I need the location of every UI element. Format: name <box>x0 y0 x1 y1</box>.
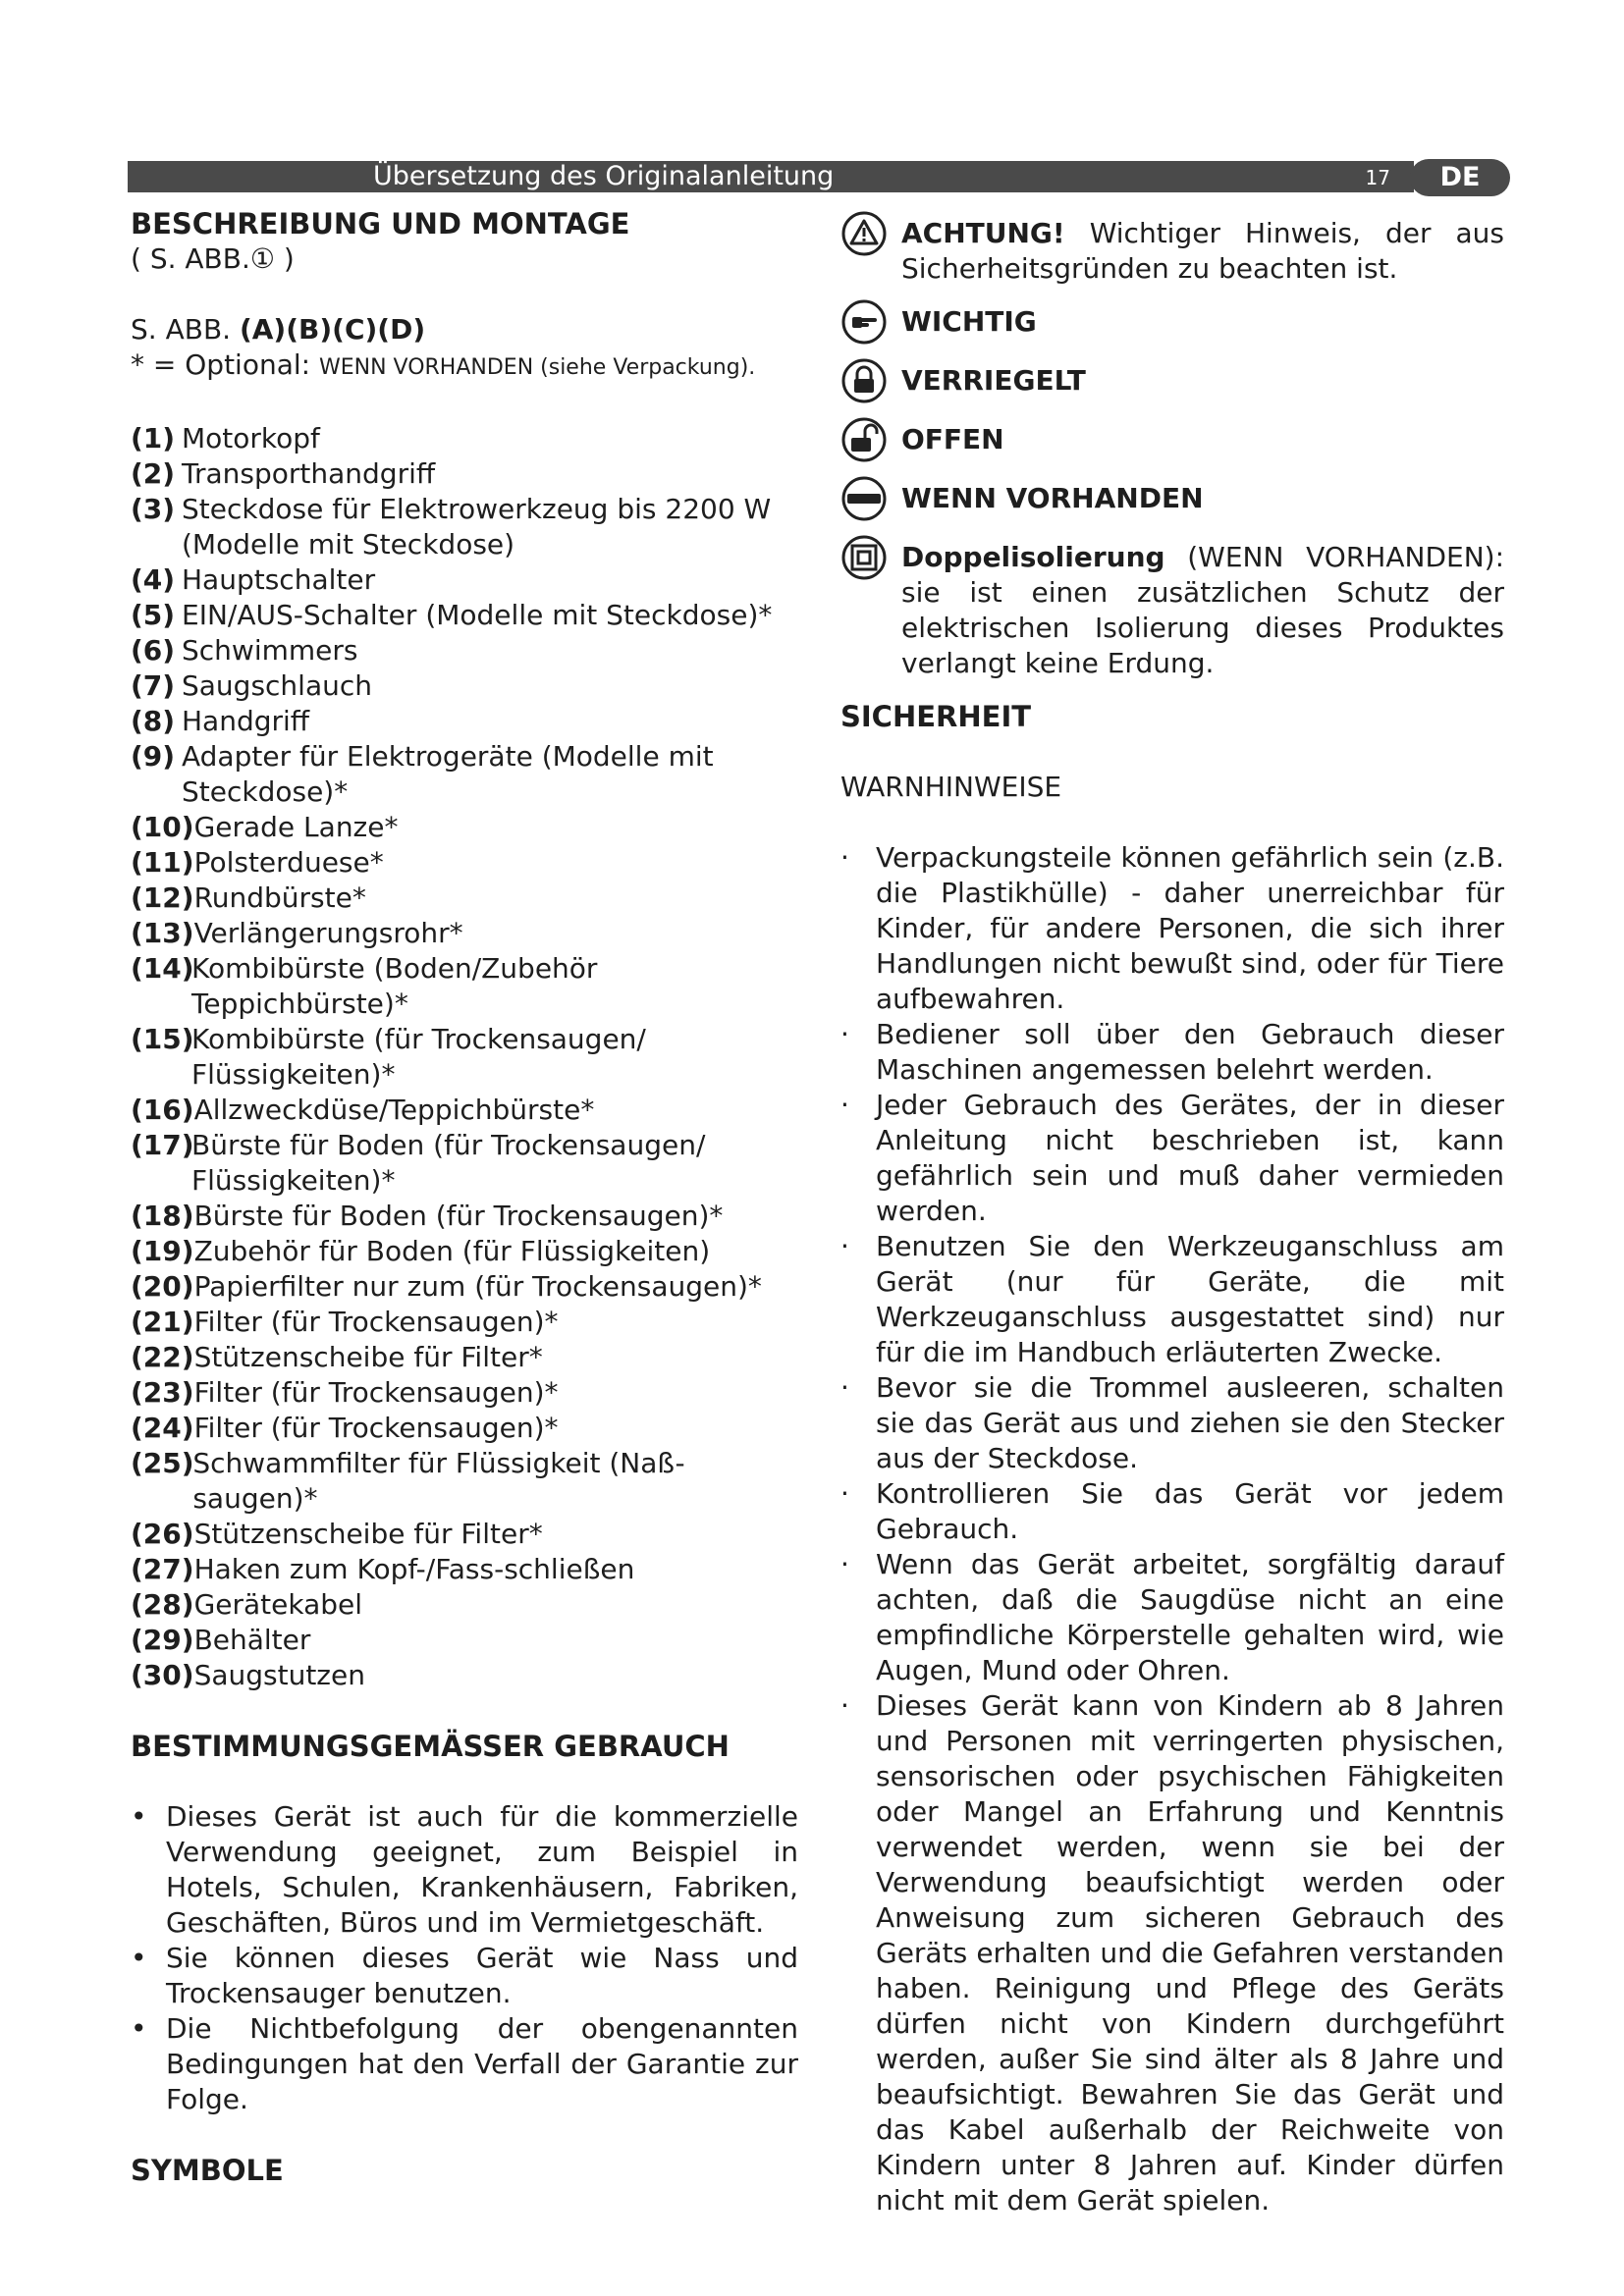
list-item <box>131 845 798 881</box>
list-item <box>131 1128 798 1199</box>
figure-ref-prefix: S. ABB. <box>131 313 240 346</box>
list-item <box>131 1375 798 1411</box>
parts-list <box>131 421 798 1693</box>
list-item <box>131 881 798 916</box>
symbol-description: Wichtiger Hinweis, der aus Sicherheitsgründen zu beachten ist. <box>901 217 1504 285</box>
warning-item <box>840 1088 1504 1229</box>
item-number: (3) <box>131 493 176 525</box>
section-title-safety: SICHERHEIT <box>840 700 1032 733</box>
item-text: Gerätekabel <box>193 1588 363 1621</box>
list-item <box>131 1446 798 1517</box>
warning-text: Verpackungsteile können gefährlich sein (z.B. die Plastikhülle) - daher unerreichbar für Kinder, für andere Personen, die sich ihrer Handlungen nicht bewußt sind, oder für Tiere aufbewahren. <box>876 841 1504 1015</box>
figure-ref-letters: (A)(B)(C)(D) <box>239 313 426 346</box>
item-number: (24) <box>131 1412 194 1444</box>
item-text: EIN/AUS-Schalter (Modelle mit Steckdose)* <box>182 599 773 631</box>
list-item <box>131 492 798 562</box>
bullet-text: Dieses Gerät ist auch für die kommerzielle Verwendung geeignet, zum Beispiel in Hotels, Schulen, Krankenhäusern, Fabriken, Geschäften, Büros und im Vermietgeschäft. <box>166 1800 798 1939</box>
bullet-dot: • <box>131 2012 147 2045</box>
item-number: (1) <box>131 422 176 454</box>
symbol-text <box>901 216 1504 287</box>
item-number: (25) <box>131 1447 194 1479</box>
item-number: (15) <box>131 1023 194 1055</box>
item-number: (7) <box>131 669 176 702</box>
item-text: Haken zum Kopf-/Fass-schließen <box>193 1553 635 1585</box>
warning-text: Wenn das Gerät arbeitet, sorgfältig darauf achten, daß die Saugdüse nicht an eine empfindliche Körperstelle gehalten wird, wie Augen, Mund oder Ohren. <box>876 1548 1504 1686</box>
symbol-label: WICHTIG <box>901 305 1037 338</box>
item-number: (10) <box>131 811 194 843</box>
symbol-label: Doppelisolierung <box>901 541 1165 573</box>
bullet-dot: · <box>840 1089 849 1121</box>
warning-text: Jeder Gebrauch des Gerätes, der in dieser Anleitung nicht beschrieben ist, kann gefährlich sein und muß daher vermieden werden. <box>876 1089 1504 1227</box>
item-number: (17) <box>131 1129 194 1161</box>
item-text: Rundbürste* <box>193 881 366 914</box>
item-text: Polsterduese* <box>193 846 384 879</box>
item-text: Papierfilter nur zum (für Trockensaugen)* <box>193 1270 762 1303</box>
item-number: (18) <box>131 1200 194 1232</box>
symbol-row <box>840 422 1504 463</box>
list-item <box>131 739 798 810</box>
bullet-dot: · <box>840 1371 849 1404</box>
warning-list <box>840 840 1504 2218</box>
list-item <box>131 951 798 1022</box>
item-text: Filter (für Trockensaugen)* <box>193 1306 559 1338</box>
list-item <box>131 916 798 951</box>
list-item <box>131 1199 798 1234</box>
warning-text: Dieses Gerät kann von Kindern ab 8 Jahren und Personen mit verringerten physischen, sensorischen oder psychischen Fähigkeiten oder Mangel an Erfahrung und Kenntnis verwendet werden, wenn sie bei der Verwendung beaufsichtigt werden oder Anweisung zum sicheren Gebrauch des Geräts erhalten und die Gefahren verstanden haben. Reinigung und Pflege des Geräts dürfen nicht von Kindern durchgeführt werden, außer Sie sind älter als 8 Jahre und beaufsichtigt. Bewahren Sie das Gerät und das Kabel außerhalb der Reichweite von Kindern unter 8 Jahren auf. Kinder dürfen nicht mit dem Gerät spielen. <box>876 1689 1504 2216</box>
item-text: Allzweckdüse/Teppichbürste* <box>193 1094 595 1126</box>
right-column <box>840 216 1504 2218</box>
item-number: (30) <box>131 1659 194 1691</box>
symbol-text <box>901 540 1504 681</box>
item-number: (12) <box>131 881 194 914</box>
item-text: Saugstutzen <box>193 1659 365 1691</box>
bullet-text: Die Nichtbefolgung der obengenannten Bedingungen hat den Verfall der Garantie zur Folge. <box>166 2012 798 2115</box>
symbol-row <box>840 540 1504 681</box>
item-number: (5) <box>131 599 176 631</box>
item-number: (21) <box>131 1306 194 1338</box>
symbol-text <box>901 363 1504 399</box>
warning-text: Kontrollieren Sie das Gerät vor jedem Gebrauch. <box>876 1477 1504 1545</box>
item-number: (27) <box>131 1553 194 1585</box>
list-item <box>131 1411 798 1446</box>
list-item <box>131 1623 798 1658</box>
list-item <box>131 598 798 633</box>
left-column <box>131 206 798 2188</box>
list-item <box>131 562 798 598</box>
page-number: 17 <box>1365 166 1390 189</box>
item-text: Zubehör für Boden (für Flüssigkeiten) <box>193 1235 711 1267</box>
warning-text: Bevor sie die Trommel ausleeren, schalten sie das Gerät aus und ziehen sie den Stecker aus der Steckdose. <box>876 1371 1504 1474</box>
double-insulation-icon <box>840 534 888 581</box>
bullet-dot: • <box>131 1800 147 1833</box>
item-number: (8) <box>131 705 176 737</box>
warning-item <box>840 1688 1504 2218</box>
list-item <box>131 456 798 492</box>
bullet-text: Sie können dieses Gerät wie Nass und Trockensauger benutzen. <box>166 1942 798 2009</box>
bullet-dot: · <box>840 1548 849 1580</box>
warning-item <box>840 1370 1504 1476</box>
warning-item <box>840 1547 1504 1688</box>
optional-prefix: * = Optional: <box>131 348 319 381</box>
figure-reference <box>131 312 798 347</box>
item-text: Steckdose für Elektrowerkzeug bis 2200 W (Modelle mit Steckdose) <box>182 493 772 561</box>
symbol-text <box>901 304 1504 340</box>
unlocked-icon <box>840 416 888 463</box>
list-item <box>131 1658 798 1693</box>
item-number: (2) <box>131 457 176 490</box>
warnings-title: WARNHINWEISE <box>840 771 1062 803</box>
item-number: (28) <box>131 1588 194 1621</box>
list-item <box>131 633 798 668</box>
header-bar <box>128 161 1414 192</box>
list-item <box>131 1093 798 1128</box>
symbol-text <box>901 481 1504 516</box>
list-item <box>131 1340 798 1375</box>
warning-item <box>840 840 1504 1017</box>
bullet-dot: · <box>840 1018 849 1050</box>
optional-text: WENN VORHANDEN (siehe Verpackung). <box>318 355 756 380</box>
warning-item <box>840 1017 1504 1088</box>
header-title: Übersetzung des Originalanleitung <box>373 161 835 191</box>
item-text: Motorkopf <box>182 422 320 454</box>
section-figure-ref: ( S. ABB.① ) <box>131 242 295 275</box>
item-number: (11) <box>131 846 194 879</box>
item-text: Hauptschalter <box>182 563 376 596</box>
item-number: (16) <box>131 1094 194 1126</box>
list-item <box>131 1234 798 1269</box>
pointing-hand-icon <box>840 298 888 346</box>
symbol-row <box>840 304 1504 346</box>
item-text: Verlängerungsrohr* <box>193 917 463 949</box>
optional-note <box>131 347 798 386</box>
list-item <box>131 1552 798 1587</box>
item-text: Bürste für Boden (für Trockensaugen)* <box>193 1200 724 1232</box>
usage-bullet <box>131 1941 798 2011</box>
item-text: Stützenscheibe für Filter* <box>193 1518 543 1550</box>
list-item <box>131 1269 798 1305</box>
warning-text: Benutzen Sie den Werkzeuganschluss am Gerät (nur für Geräte, die mit Werkzeuganschluss ausgestattet sind) nur für die im Handbuch erläuterten Zwecke. <box>876 1230 1504 1368</box>
usage-bullet <box>131 2011 798 2117</box>
item-text: Transporthandgriff <box>182 457 436 490</box>
item-text: Gerade Lanze* <box>193 811 399 843</box>
section-title-description: BESCHREIBUNG UND MONTAGE <box>131 207 630 240</box>
item-text: Stützenscheibe für Filter* <box>193 1341 543 1373</box>
symbol-text <box>901 422 1504 457</box>
symbol-row <box>840 216 1504 287</box>
symbol-row <box>840 481 1504 522</box>
list-item <box>131 668 798 704</box>
language-badge: DE <box>1410 159 1510 196</box>
bullet-dot: · <box>840 1230 849 1262</box>
list-item <box>131 1587 798 1623</box>
item-number: (19) <box>131 1235 194 1267</box>
symbol-list <box>840 216 1504 681</box>
section-title-usage: BESTIMMUNGSGEMÄSSER GEBRAUCH <box>131 1730 730 1763</box>
item-number: (29) <box>131 1624 194 1656</box>
item-text: Schwammfilter für Flüssigkeit (Naß-saugen)* <box>192 1447 685 1515</box>
locked-icon <box>840 357 888 404</box>
symbol-label: OFFEN <box>901 423 1004 455</box>
symbol-description: (WENN VORHANDEN): sie ist einen zusätzlichen Schutz der elektrischen Isolierung dieses Produktes verlangt keine Erdung. <box>901 541 1504 679</box>
warning-item <box>840 1229 1504 1370</box>
item-number: (14) <box>131 952 194 985</box>
item-text: Handgriff <box>182 705 310 737</box>
bullet-dot: • <box>131 1942 147 1974</box>
symbol-label: WENN VORHANDEN <box>901 482 1204 514</box>
warning-item <box>840 1476 1504 1547</box>
usage-bullet <box>131 1799 798 1941</box>
section-title-symbols: SYMBOLE <box>131 2154 284 2187</box>
item-text: Kombibürste (Boden/Zubehör Teppichbürste)* <box>191 952 598 1020</box>
item-text: Adapter für Elektrogeräte (Modelle mit Steckdose)* <box>182 740 714 808</box>
list-item <box>131 1517 798 1552</box>
item-text: Filter (für Trockensaugen)* <box>193 1412 559 1444</box>
item-number: (20) <box>131 1270 194 1303</box>
list-item <box>131 810 798 845</box>
usage-list <box>131 1799 798 2117</box>
bullet-dot: · <box>840 1689 849 1722</box>
list-item <box>131 1305 798 1340</box>
item-text: Kombibürste (für Trockensaugen/ Flüssigkeiten)* <box>191 1023 646 1091</box>
item-text: Bürste für Boden (für Trockensaugen/ Flüssigkeiten)* <box>191 1129 706 1197</box>
list-item <box>131 421 798 456</box>
bullet-dot: · <box>840 1477 849 1510</box>
item-number: (13) <box>131 917 194 949</box>
item-number: (23) <box>131 1376 194 1409</box>
item-number: (26) <box>131 1518 194 1550</box>
item-text: Behälter <box>193 1624 311 1656</box>
optional-icon <box>840 475 888 522</box>
symbol-row <box>840 363 1504 404</box>
bullet-dot: · <box>840 841 849 874</box>
item-number: (6) <box>131 634 176 667</box>
item-number: (9) <box>131 740 176 773</box>
warning-text: Bediener soll über den Gebrauch dieser Maschinen angemessen belehrt werden. <box>876 1018 1504 1086</box>
item-number: (4) <box>131 563 176 596</box>
item-text: Saugschlauch <box>182 669 373 702</box>
symbol-label: VERRIEGELT <box>901 364 1086 397</box>
item-number: (22) <box>131 1341 194 1373</box>
list-item <box>131 704 798 739</box>
item-text: Filter (für Trockensaugen)* <box>193 1376 559 1409</box>
symbol-label: ACHTUNG! <box>901 217 1065 249</box>
list-item <box>131 1022 798 1093</box>
item-text: Schwimmers <box>182 634 358 667</box>
warning-icon <box>840 210 888 257</box>
